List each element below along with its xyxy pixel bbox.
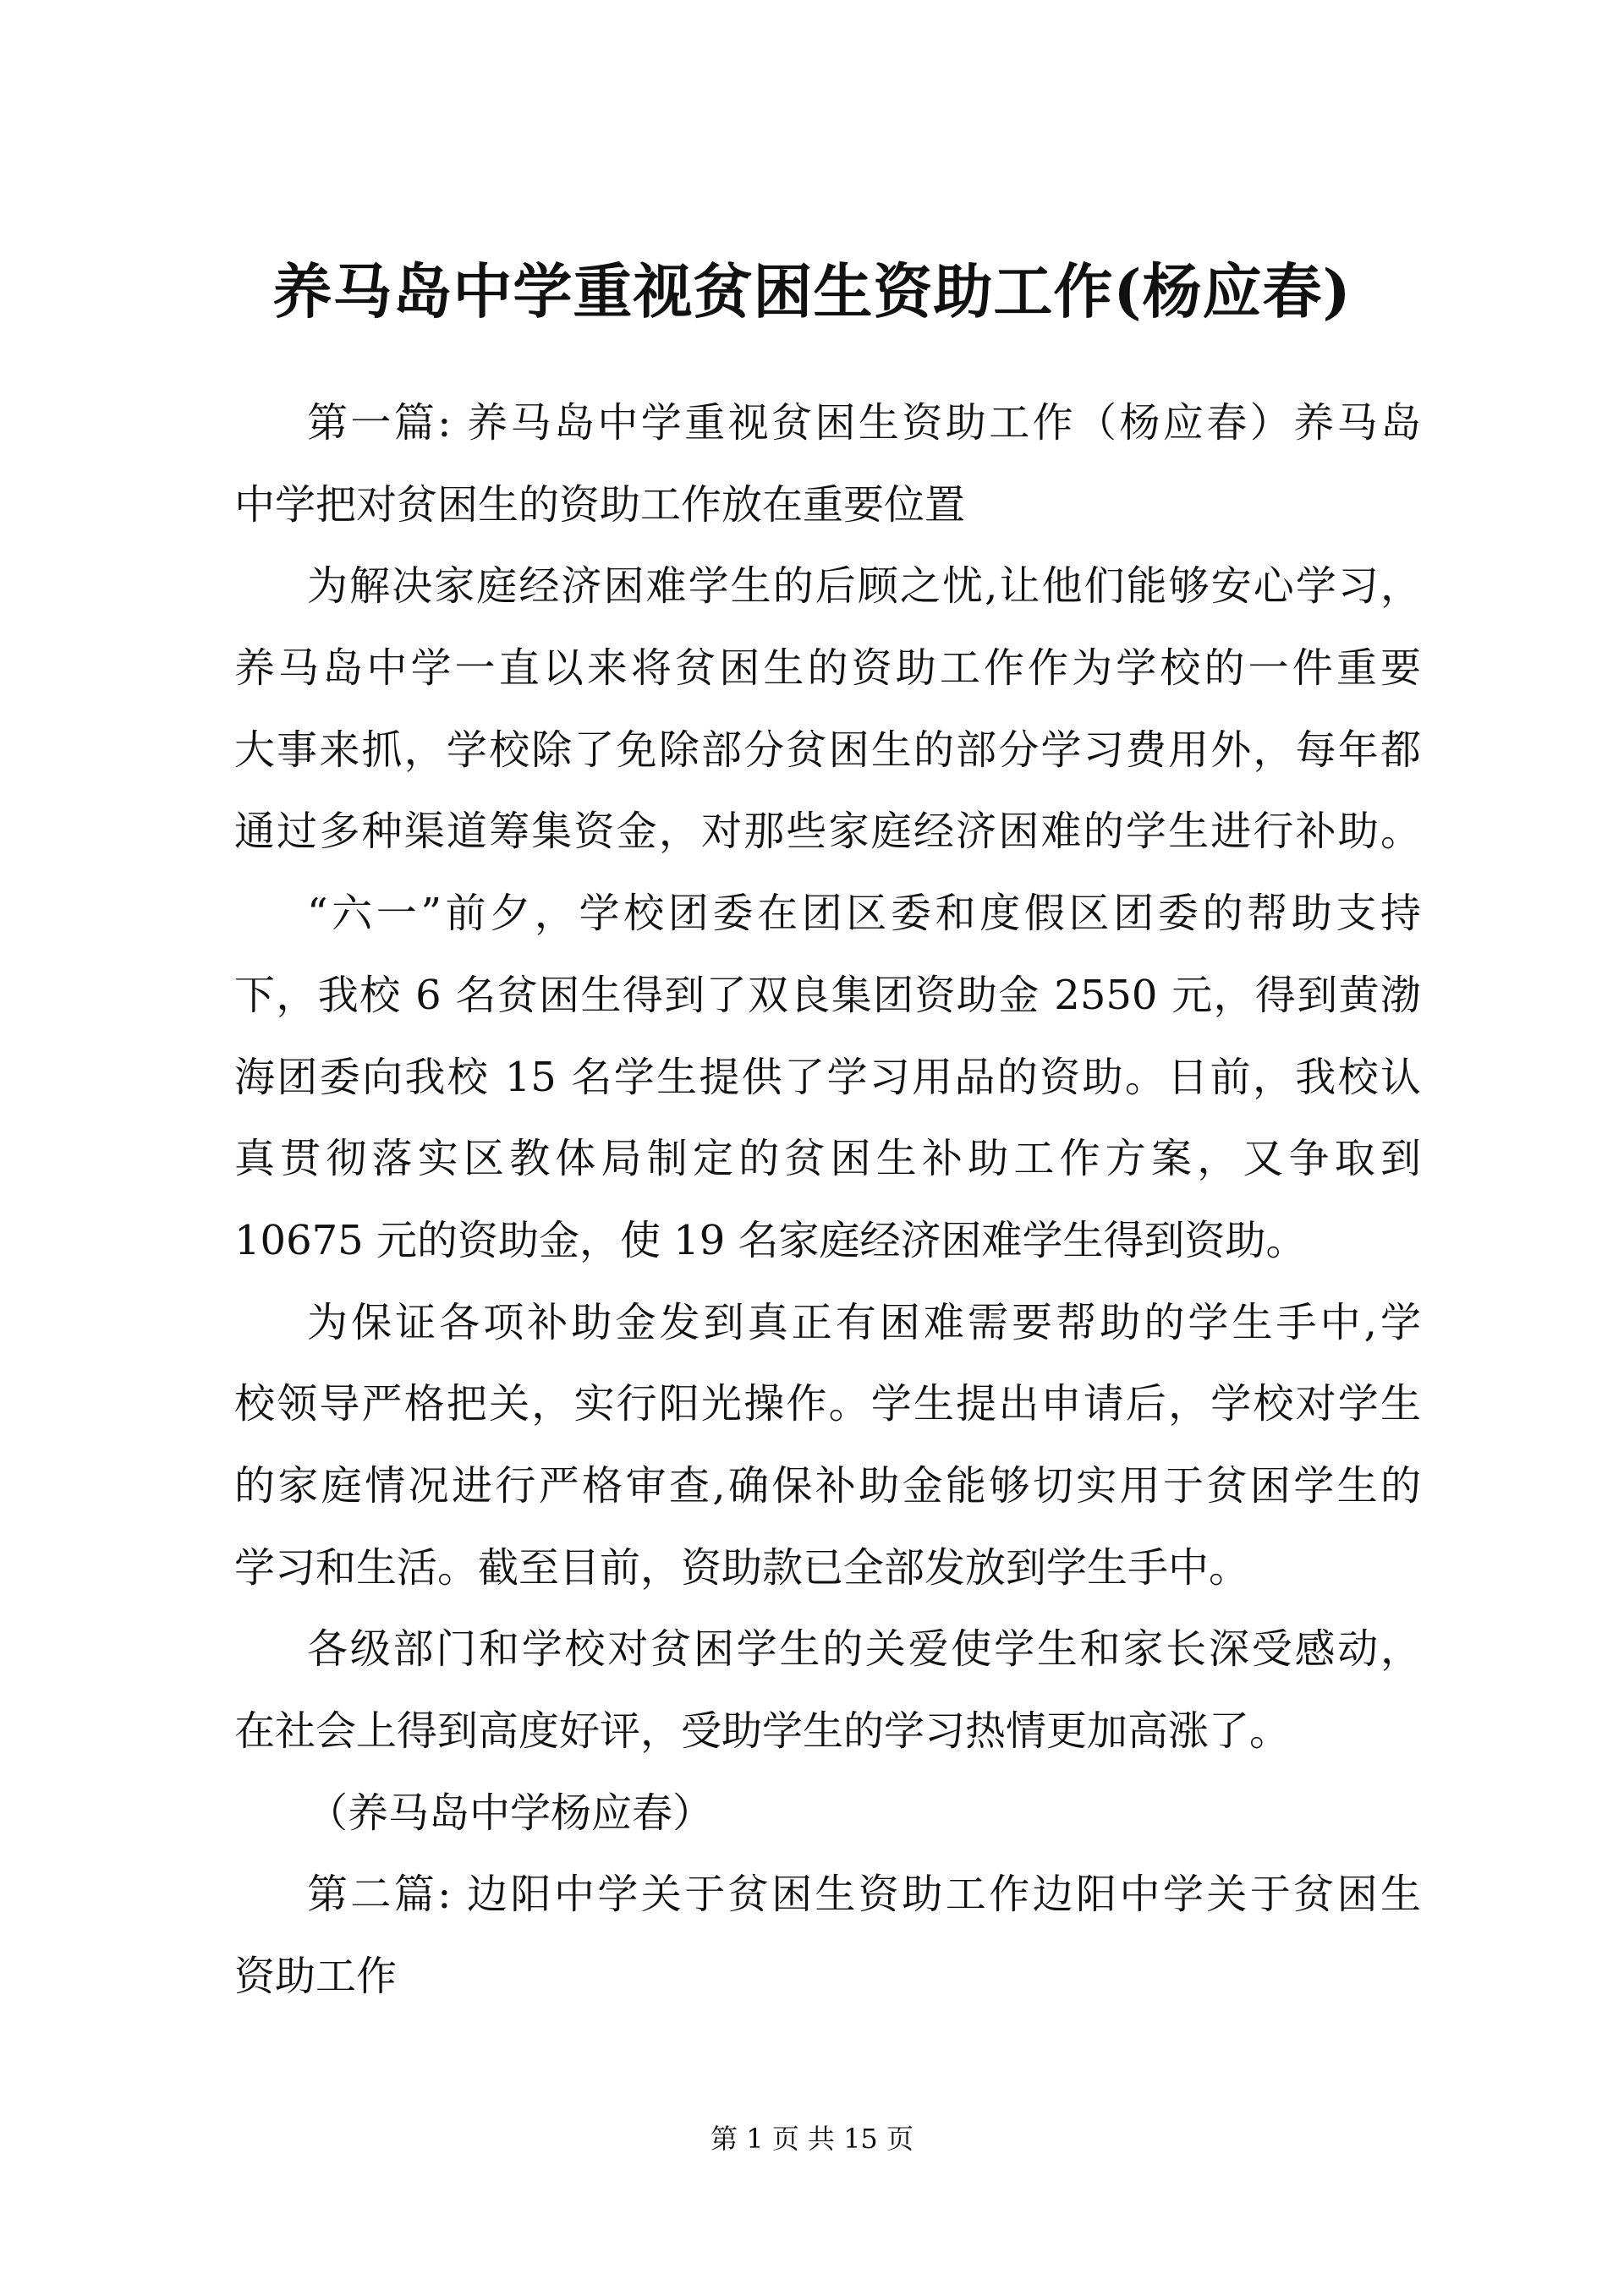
- text-line: 的家庭情况进行严格审查,确保补助金能够切实用于贫困学生的: [234, 1461, 1421, 1510]
- text-line: 资助工作: [234, 1953, 398, 2001]
- text-line: 为解决家庭经济困难学生的后顾之忧,让他们能够安心学习，: [307, 562, 1421, 611]
- paragraph-1: [234, 382, 1421, 545]
- text-line: 真贯彻落实区教体局制定的贫困生补助工作方案，又争取到: [234, 1135, 1421, 1183]
- paragraph-6: [234, 1773, 1421, 1855]
- document-body: [234, 382, 1421, 2018]
- document-title: 养马岛中学重视贫困生资助工作(杨应春): [272, 256, 1352, 326]
- text-line: 第一篇: 养马岛中学重视贫困生资助工作（杨应春）养马岛: [307, 399, 1421, 447]
- paragraph-7: [234, 1854, 1421, 2017]
- paragraph-4: [234, 1282, 1421, 1609]
- page-number-footer: 第 1 页 共 15 页: [710, 2123, 914, 2155]
- text-line: 各级部门和学校对贫困学生的关爱使学生和家长深受感动，: [307, 1625, 1421, 1674]
- text-line: （养马岛中学杨应春）: [307, 1789, 714, 1837]
- text-line: 通过多种渠道筹集资金，对那些家庭经济困难的学生进行补助。: [234, 808, 1421, 856]
- text-line: 为保证各项补助金发到真正有困难需要帮助的学生手中,学: [307, 1298, 1421, 1346]
- text-line: 第二篇: 边阳中学关于贫困生资助工作边阳中学关于贫困生: [307, 1871, 1421, 1919]
- text-line: 大事来抓，学校除了免除部分贫困生的部分学习费用外，每年都: [234, 726, 1421, 774]
- text-line: 10675 元的资助金，使 19 名家庭经济困难学生得到资助。: [234, 1216, 1307, 1264]
- text-line: “六一”前夕，学校团委在团区委和度假区团委的帮助支持: [307, 890, 1421, 938]
- text-line: 在社会上得到高度好评，受助学生的学习热情更加高涨了。: [234, 1707, 1291, 1755]
- text-line: 养马岛中学一直以来将贫困生的资助工作作为学校的一件重要: [234, 644, 1421, 693]
- paragraph-3: [234, 873, 1421, 1281]
- text-line: 校领导严格把关，实行阳光操作。学生提出申请后，学校对学生: [234, 1380, 1421, 1428]
- paragraph-2: [234, 545, 1421, 873]
- text-line: 学习和生活。截至目前，资助款已全部发放到学生手中。: [234, 1543, 1250, 1592]
- text-line: 下，我校 6 名贫困生得到了双良集团资助金 2550 元，得到黄渤: [234, 971, 1421, 1019]
- text-line: 中学把对贫困生的资助工作放在重要位置: [234, 480, 966, 529]
- text-line: 海团委向我校 15 名学生提供了学习用品的资助。日前，我校认: [234, 1053, 1421, 1101]
- paragraph-5: [234, 1608, 1421, 1772]
